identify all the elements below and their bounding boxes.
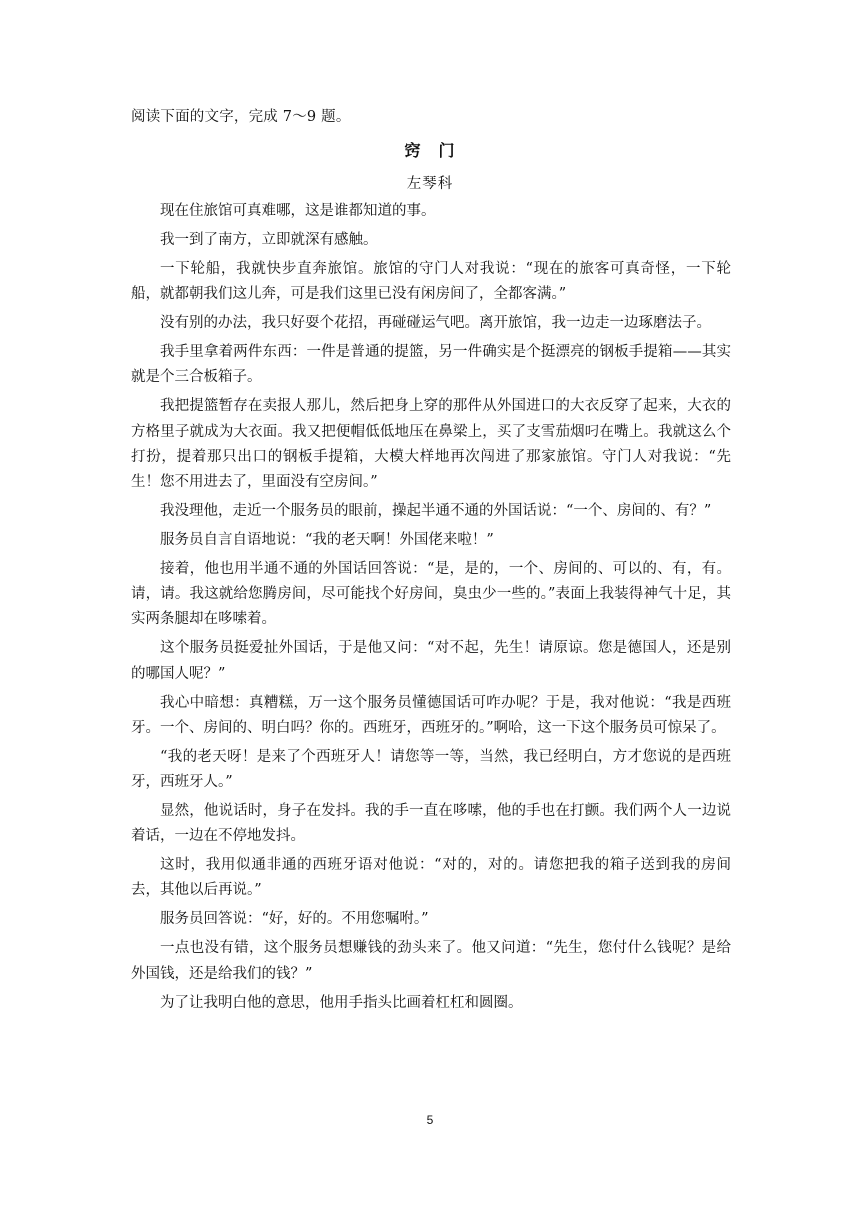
- paragraph: 我一到了南方，立即就深有感触。: [160, 232, 378, 248]
- paragraph: 我把提篮暂存在卖报人那儿，然后把身上穿的那件从外国进口的大衣反穿了起来，大衣的方格里子就成为大衣面。我又把便帽低低地压在鼻梁上，买了支雪茄烟叼在嘴上。我就这么个打扮，提着那只出口的钢板手提箱，大模大样地再次闯进了那家旅馆。守门人对我说：“先生！您不用进去了，里面没有空房间。”: [131, 398, 731, 491]
- paragraph: 服务员自言自语地说：“我的老天啊！外国佬来啦！”: [160, 532, 494, 549]
- paragraph: 我心中暗想：真糟糕，万一这个服务员懂德国话可咋办呢？于是，我对他说：“我是西班牙。一个、房间的、明白吗？你的。西班牙，西班牙的。”啊哈，这一下这个服务员可惊呆了。: [131, 694, 731, 736]
- paragraph: 我手里拿着两件东西：一件是普通的提篮，另一件确实是个挺漂亮的钢板手提箱——其实就是个三合板箱子。: [131, 344, 731, 386]
- paragraph: 没有别的办法，我只好耍个花招，再碰碰运气吧。离开旅馆，我一边走一边琢磨法子。: [160, 315, 711, 332]
- paragraph: 为了让我明白他的意思，他用手指头比画着杠杠和圆圈。: [160, 994, 523, 1011]
- article-body: [131, 199, 731, 1020]
- paragraph: 一点也没有错，这个服务员想赚钱的劲头来了。他又问道：“先生，您付什么钱呢？是给外国钱，还是给我们的钱？”: [131, 940, 731, 982]
- article-title: 窍 门: [404, 141, 456, 160]
- paragraph: 显然，他说话时，身子在发抖。我的手一直在哆嗦，他的手也在打颤。我们两个人一边说着话，一边在不停地发抖。: [131, 803, 731, 845]
- paragraph: 接着，他也用半通不通的外国话回答说：“是，是的，一个、房间的、可以的、有，有。请，请。我这就给您腾房间，尽可能找个好房间，臭虫少一些的。”表面上我装得神气十足，其实两条腿却在哆嗦着。: [131, 561, 731, 628]
- paragraph: 一下轮船，我就快步直奔旅馆。旅馆的守门人对我说：“现在的旅客可真奇怪，一下轮船，就都朝我们这儿奔，可是我们这里已没有闲房间了，全都客满。”: [131, 261, 731, 303]
- paragraph: 这个服务员挺爱扯外国话，于是他又问：“对不起，先生！请原谅。您是德国人，还是别的哪国人呢？”: [131, 640, 731, 682]
- paragraph: 我没理他，走近一个服务员的眼前，操起半通不通的外国话说：“一个、房间的、有？”: [160, 503, 712, 520]
- paragraph: 这时，我用似通非通的西班牙语对他说：“对的，对的。请您把我的箱子送到我的房间去，其他以后再说。”: [131, 857, 731, 899]
- paragraph: 服务员回答说：“好，好的。不用您嘱咐。”: [160, 911, 429, 928]
- page-number: 5: [426, 1113, 434, 1127]
- paragraph: “我的老天呀！是来了个西班牙人！请您等一等，当然，我已经明白，方才您说的是西班牙，西班牙人。”: [131, 748, 731, 791]
- article-author: 左琴科: [406, 176, 454, 192]
- question-instruction: 阅读下面的文字，完成 7～9 题。: [131, 109, 351, 125]
- paragraph: 现在住旅馆可真难哪，这是谁都知道的事。: [160, 203, 436, 219]
